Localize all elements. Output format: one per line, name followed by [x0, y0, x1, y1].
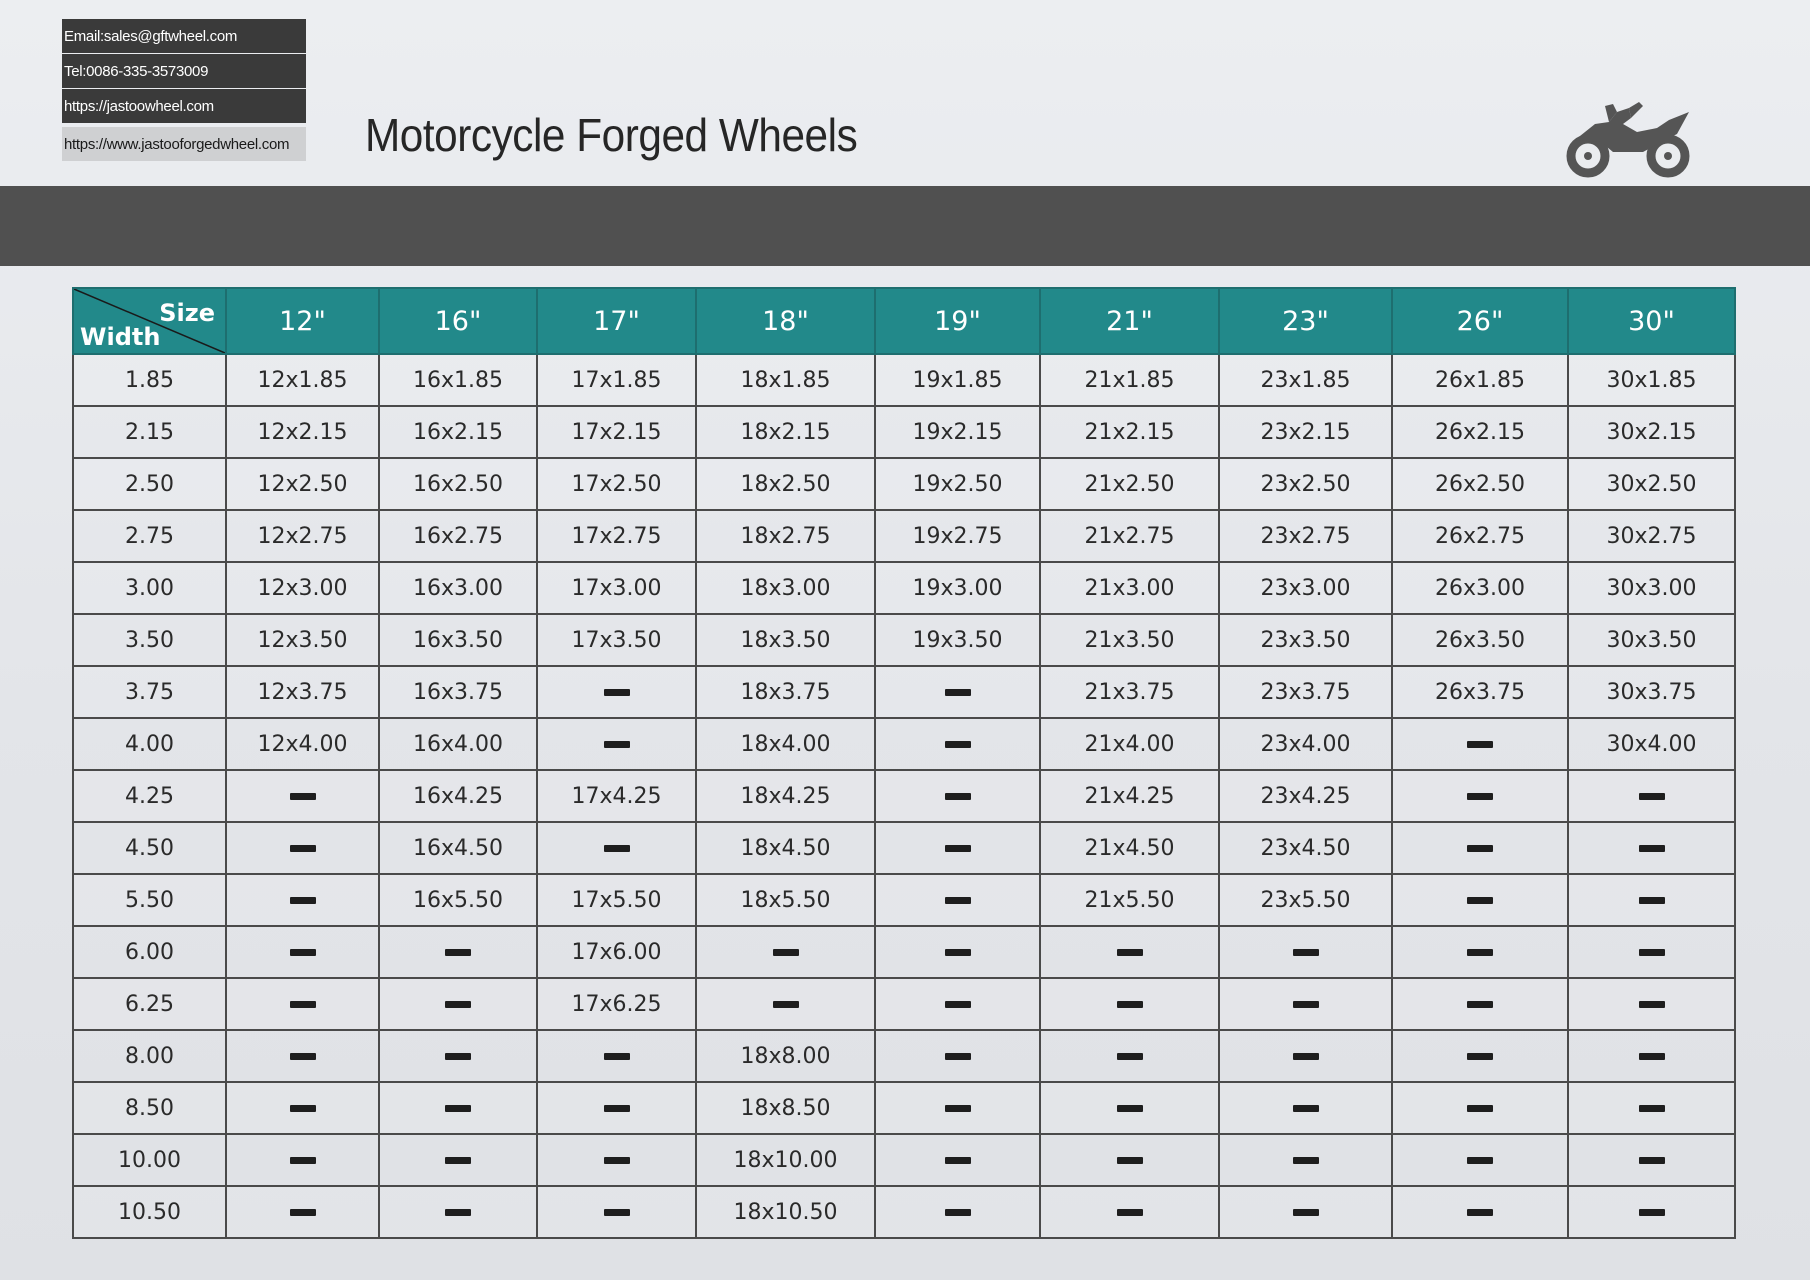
- dash-icon: [1293, 1209, 1319, 1216]
- table-cell: 23x3.00: [1219, 562, 1392, 614]
- table-cell: 17x2.15: [537, 406, 696, 458]
- table-cell: 30x2.50: [1568, 458, 1735, 510]
- dash-icon: [1639, 1157, 1665, 1164]
- row-width-label: 3.50: [73, 614, 226, 666]
- table-cell: 12x2.50: [226, 458, 379, 510]
- unavailable-cell: [537, 1134, 696, 1186]
- table-cell: 26x1.85: [1392, 354, 1568, 406]
- dash-icon: [1117, 1209, 1143, 1216]
- dash-icon: [945, 689, 971, 696]
- table-cell: 26x2.15: [1392, 406, 1568, 458]
- unavailable-cell: [875, 718, 1040, 770]
- table-cell: 16x3.00: [379, 562, 537, 614]
- unavailable-cell: [1219, 1082, 1392, 1134]
- unavailable-cell: [1568, 770, 1735, 822]
- table-cell: 18x4.50: [696, 822, 875, 874]
- row-width-label: 8.00: [73, 1030, 226, 1082]
- table-cell: 18x1.85: [696, 354, 875, 406]
- dash-icon: [1293, 1053, 1319, 1060]
- table-cell: 30x3.00: [1568, 562, 1735, 614]
- unavailable-cell: [1219, 1134, 1392, 1186]
- row-width-label: 10.50: [73, 1186, 226, 1238]
- table-cell: 19x2.15: [875, 406, 1040, 458]
- dash-icon: [1467, 897, 1493, 904]
- unavailable-cell: [875, 666, 1040, 718]
- unavailable-cell: [537, 718, 696, 770]
- table-cell: 18x2.15: [696, 406, 875, 458]
- dash-icon: [1117, 1157, 1143, 1164]
- unavailable-cell: [379, 1134, 537, 1186]
- table-cell: 21x4.00: [1040, 718, 1219, 770]
- table-cell: 16x4.50: [379, 822, 537, 874]
- unavailable-cell: [1219, 1186, 1392, 1238]
- unavailable-cell: [1568, 822, 1735, 874]
- table-row: [73, 1082, 1735, 1134]
- table-cell: 17x3.50: [537, 614, 696, 666]
- dash-icon: [945, 949, 971, 956]
- dash-icon: [445, 949, 471, 956]
- dash-icon: [445, 1001, 471, 1008]
- dash-icon: [1639, 1053, 1665, 1060]
- unavailable-cell: [875, 1030, 1040, 1082]
- unavailable-cell: [1392, 718, 1568, 770]
- dash-icon: [290, 1157, 316, 1164]
- row-width-label: 5.50: [73, 874, 226, 926]
- unavailable-cell: [1568, 1134, 1735, 1186]
- column-header: 23": [1219, 288, 1392, 354]
- dash-icon: [945, 1001, 971, 1008]
- row-width-label: 2.75: [73, 510, 226, 562]
- table-cell: 18x3.00: [696, 562, 875, 614]
- table-cell: 23x4.00: [1219, 718, 1392, 770]
- table-cell: 17x4.25: [537, 770, 696, 822]
- unavailable-cell: [1568, 978, 1735, 1030]
- dash-icon: [1293, 949, 1319, 956]
- unavailable-cell: [1392, 1030, 1568, 1082]
- unavailable-cell: [1040, 1082, 1219, 1134]
- dash-icon: [604, 845, 630, 852]
- table-cell: 23x2.75: [1219, 510, 1392, 562]
- table-cell: 12x4.00: [226, 718, 379, 770]
- table-cell: 30x3.75: [1568, 666, 1735, 718]
- table-cell: 19x3.50: [875, 614, 1040, 666]
- table-cell: 18x3.75: [696, 666, 875, 718]
- unavailable-cell: [875, 822, 1040, 874]
- dash-icon: [290, 793, 316, 800]
- dash-icon: [445, 1105, 471, 1112]
- unavailable-cell: [1040, 1030, 1219, 1082]
- page-title: Motorcycle Forged Wheels: [365, 109, 858, 161]
- dash-icon: [445, 1209, 471, 1216]
- dash-icon: [945, 741, 971, 748]
- table-cell: 26x3.00: [1392, 562, 1568, 614]
- table-cell: 19x2.50: [875, 458, 1040, 510]
- table-cell: 16x2.50: [379, 458, 537, 510]
- table-cell: 21x3.00: [1040, 562, 1219, 614]
- dash-icon: [1467, 741, 1493, 748]
- dash-icon: [445, 1053, 471, 1060]
- table-row: [73, 718, 1735, 770]
- dash-icon: [1117, 949, 1143, 956]
- dash-icon: [604, 741, 630, 748]
- table-cell: 21x2.75: [1040, 510, 1219, 562]
- dash-icon: [290, 1053, 316, 1060]
- unavailable-cell: [226, 1186, 379, 1238]
- unavailable-cell: [537, 822, 696, 874]
- table-cell: 16x2.75: [379, 510, 537, 562]
- dash-icon: [1467, 1053, 1493, 1060]
- table-cell: 21x2.50: [1040, 458, 1219, 510]
- unavailable-cell: [537, 1082, 696, 1134]
- table-row: [73, 926, 1735, 978]
- column-header: 12": [226, 288, 379, 354]
- table-cell: 16x4.25: [379, 770, 537, 822]
- table-cell: 12x3.75: [226, 666, 379, 718]
- contact-email: Email:sales@gftwheel.com: [62, 19, 306, 53]
- table-cell: 16x3.50: [379, 614, 537, 666]
- table-cell: 18x4.25: [696, 770, 875, 822]
- table-cell: 21x1.85: [1040, 354, 1219, 406]
- table-row: [73, 978, 1735, 1030]
- row-width-label: 3.75: [73, 666, 226, 718]
- unavailable-cell: [1219, 926, 1392, 978]
- unavailable-cell: [696, 926, 875, 978]
- dash-icon: [1639, 793, 1665, 800]
- dash-icon: [1467, 949, 1493, 956]
- column-header: 19": [875, 288, 1040, 354]
- row-width-label: 4.00: [73, 718, 226, 770]
- unavailable-cell: [1568, 1186, 1735, 1238]
- table-row: [73, 822, 1735, 874]
- table-row: [73, 562, 1735, 614]
- dash-icon: [290, 897, 316, 904]
- dash-icon: [1639, 1105, 1665, 1112]
- table-cell: 30x1.85: [1568, 354, 1735, 406]
- dash-icon: [1117, 1001, 1143, 1008]
- table-cell: 23x2.15: [1219, 406, 1392, 458]
- table-cell: 21x5.50: [1040, 874, 1219, 926]
- unavailable-cell: [875, 1082, 1040, 1134]
- dash-icon: [290, 845, 316, 852]
- table-cell: 23x2.50: [1219, 458, 1392, 510]
- dash-icon: [604, 1209, 630, 1216]
- dash-icon: [1467, 1157, 1493, 1164]
- table-row: [73, 354, 1735, 406]
- dash-icon: [1117, 1053, 1143, 1060]
- table-cell: 17x2.75: [537, 510, 696, 562]
- column-header: 21": [1040, 288, 1219, 354]
- table-row: [73, 406, 1735, 458]
- table-cell: 17x3.00: [537, 562, 696, 614]
- dash-icon: [945, 793, 971, 800]
- table-cell: 21x2.15: [1040, 406, 1219, 458]
- unavailable-cell: [1568, 926, 1735, 978]
- contact-phone: Tel:0086-335-3573009: [62, 54, 306, 88]
- motorcycle-icon: [1565, 98, 1691, 178]
- dash-icon: [945, 1053, 971, 1060]
- unavailable-cell: [875, 770, 1040, 822]
- unavailable-cell: [226, 978, 379, 1030]
- dash-icon: [290, 1209, 316, 1216]
- table-header-row: [73, 288, 1735, 354]
- unavailable-cell: [1392, 1134, 1568, 1186]
- table-cell: 12x3.00: [226, 562, 379, 614]
- table-cell: 18x8.00: [696, 1030, 875, 1082]
- unavailable-cell: [875, 926, 1040, 978]
- table-cell: 18x10.00: [696, 1134, 875, 1186]
- row-width-label: 6.25: [73, 978, 226, 1030]
- dash-icon: [604, 689, 630, 696]
- table-cell: 26x2.75: [1392, 510, 1568, 562]
- table-cell: 26x3.50: [1392, 614, 1568, 666]
- unavailable-cell: [875, 874, 1040, 926]
- dash-icon: [945, 1105, 971, 1112]
- dash-icon: [290, 1105, 316, 1112]
- table-cell: 18x5.50: [696, 874, 875, 926]
- table-cell: 16x3.75: [379, 666, 537, 718]
- table-cell: 17x6.00: [537, 926, 696, 978]
- table-cell: 17x2.50: [537, 458, 696, 510]
- dash-icon: [1117, 1105, 1143, 1112]
- unavailable-cell: [1219, 978, 1392, 1030]
- table-row: [73, 1186, 1735, 1238]
- unavailable-cell: [1040, 926, 1219, 978]
- unavailable-cell: [379, 926, 537, 978]
- table-cell: 19x2.75: [875, 510, 1040, 562]
- unavailable-cell: [537, 1030, 696, 1082]
- dash-icon: [1639, 845, 1665, 852]
- table-cell: 19x3.00: [875, 562, 1040, 614]
- table-cell: 12x2.75: [226, 510, 379, 562]
- contact-website[interactable]: https://jastoowheel.com: [62, 89, 306, 123]
- unavailable-cell: [1219, 1030, 1392, 1082]
- table-cell: 30x3.50: [1568, 614, 1735, 666]
- table-cell: 18x4.00: [696, 718, 875, 770]
- table-cell: 23x4.50: [1219, 822, 1392, 874]
- unavailable-cell: [1392, 978, 1568, 1030]
- table-cell: 12x3.50: [226, 614, 379, 666]
- row-width-label: 8.50: [73, 1082, 226, 1134]
- wheel-size-table: [72, 287, 1736, 1239]
- dash-icon: [1467, 793, 1493, 800]
- dash-icon: [604, 1157, 630, 1164]
- table-row: [73, 510, 1735, 562]
- table-cell: 12x2.15: [226, 406, 379, 458]
- dash-icon: [604, 1105, 630, 1112]
- dash-icon: [1467, 845, 1493, 852]
- table-cell: 21x4.50: [1040, 822, 1219, 874]
- table-cell: 23x5.50: [1219, 874, 1392, 926]
- unavailable-cell: [1040, 978, 1219, 1030]
- row-width-label: 3.00: [73, 562, 226, 614]
- table-cell: 23x3.50: [1219, 614, 1392, 666]
- dash-icon: [773, 949, 799, 956]
- unavailable-cell: [379, 1082, 537, 1134]
- table-cell: 17x1.85: [537, 354, 696, 406]
- dash-icon: [1293, 1105, 1319, 1112]
- dash-icon: [1639, 1001, 1665, 1008]
- dash-icon: [945, 1157, 971, 1164]
- dash-icon: [290, 1001, 316, 1008]
- unavailable-cell: [1392, 770, 1568, 822]
- dash-icon: [1293, 1157, 1319, 1164]
- row-width-label: 10.00: [73, 1134, 226, 1186]
- dash-icon: [945, 897, 971, 904]
- column-header: 16": [379, 288, 537, 354]
- table-cell: 19x1.85: [875, 354, 1040, 406]
- table-row: [73, 1030, 1735, 1082]
- unavailable-cell: [537, 1186, 696, 1238]
- row-width-label: 6.00: [73, 926, 226, 978]
- dash-icon: [1467, 1001, 1493, 1008]
- unavailable-cell: [696, 978, 875, 1030]
- row-width-label: 4.50: [73, 822, 226, 874]
- dash-icon: [445, 1157, 471, 1164]
- contact-website-forged[interactable]: https://www.jastooforgedwheel.com: [62, 127, 306, 161]
- dash-icon: [290, 949, 316, 956]
- header-band: [0, 186, 1810, 266]
- dash-icon: [1639, 1209, 1665, 1216]
- table-cell: 18x2.50: [696, 458, 875, 510]
- unavailable-cell: [379, 1186, 537, 1238]
- table-cell: 18x2.75: [696, 510, 875, 562]
- unavailable-cell: [1392, 1186, 1568, 1238]
- table-row: [73, 458, 1735, 510]
- table-cell: 17x5.50: [537, 874, 696, 926]
- unavailable-cell: [1392, 926, 1568, 978]
- column-header: 26": [1392, 288, 1568, 354]
- unavailable-cell: [875, 1186, 1040, 1238]
- unavailable-cell: [1392, 874, 1568, 926]
- column-header: 18": [696, 288, 875, 354]
- table-cell: 21x3.50: [1040, 614, 1219, 666]
- unavailable-cell: [226, 926, 379, 978]
- unavailable-cell: [226, 874, 379, 926]
- table-cell: 18x10.50: [696, 1186, 875, 1238]
- unavailable-cell: [379, 978, 537, 1030]
- table-row: [73, 1134, 1735, 1186]
- table-cell: 30x2.75: [1568, 510, 1735, 562]
- dash-icon: [1639, 897, 1665, 904]
- table-cell: 16x1.85: [379, 354, 537, 406]
- unavailable-cell: [226, 1030, 379, 1082]
- unavailable-cell: [226, 1082, 379, 1134]
- table-cell: 23x3.75: [1219, 666, 1392, 718]
- table-cell: 26x2.50: [1392, 458, 1568, 510]
- dash-icon: [1467, 1209, 1493, 1216]
- table-cell: 16x2.15: [379, 406, 537, 458]
- unavailable-cell: [875, 978, 1040, 1030]
- corner-size-label: Size: [159, 299, 215, 327]
- table-cell: 17x6.25: [537, 978, 696, 1030]
- unavailable-cell: [1040, 1186, 1219, 1238]
- unavailable-cell: [226, 1134, 379, 1186]
- dash-icon: [1467, 1105, 1493, 1112]
- table-corner-cell: [73, 288, 226, 354]
- unavailable-cell: [1040, 1134, 1219, 1186]
- table-cell: 16x4.00: [379, 718, 537, 770]
- corner-width-label: Width: [80, 323, 161, 351]
- table-cell: 18x8.50: [696, 1082, 875, 1134]
- row-width-label: 1.85: [73, 354, 226, 406]
- table-cell: 21x3.75: [1040, 666, 1219, 718]
- column-header: 30": [1568, 288, 1735, 354]
- unavailable-cell: [1568, 1030, 1735, 1082]
- table-cell: 18x3.50: [696, 614, 875, 666]
- row-width-label: 2.15: [73, 406, 226, 458]
- column-header: 17": [537, 288, 696, 354]
- table-cell: 26x3.75: [1392, 666, 1568, 718]
- table-cell: 30x2.15: [1568, 406, 1735, 458]
- table-row: [73, 666, 1735, 718]
- table-cell: 16x5.50: [379, 874, 537, 926]
- table-cell: 12x1.85: [226, 354, 379, 406]
- row-width-label: 2.50: [73, 458, 226, 510]
- dash-icon: [604, 1053, 630, 1060]
- dash-icon: [773, 1001, 799, 1008]
- dash-icon: [945, 1209, 971, 1216]
- unavailable-cell: [875, 1134, 1040, 1186]
- unavailable-cell: [379, 1030, 537, 1082]
- table-cell: 30x4.00: [1568, 718, 1735, 770]
- dash-icon: [1293, 1001, 1319, 1008]
- unavailable-cell: [226, 770, 379, 822]
- table-row: [73, 874, 1735, 926]
- table-row: [73, 770, 1735, 822]
- unavailable-cell: [537, 666, 696, 718]
- row-width-label: 4.25: [73, 770, 226, 822]
- table-row: [73, 614, 1735, 666]
- unavailable-cell: [1568, 1082, 1735, 1134]
- unavailable-cell: [226, 822, 379, 874]
- table-cell: 21x4.25: [1040, 770, 1219, 822]
- unavailable-cell: [1392, 1082, 1568, 1134]
- dash-icon: [945, 845, 971, 852]
- table-cell: 23x1.85: [1219, 354, 1392, 406]
- table-cell: 23x4.25: [1219, 770, 1392, 822]
- unavailable-cell: [1392, 822, 1568, 874]
- dash-icon: [1639, 949, 1665, 956]
- unavailable-cell: [1568, 874, 1735, 926]
